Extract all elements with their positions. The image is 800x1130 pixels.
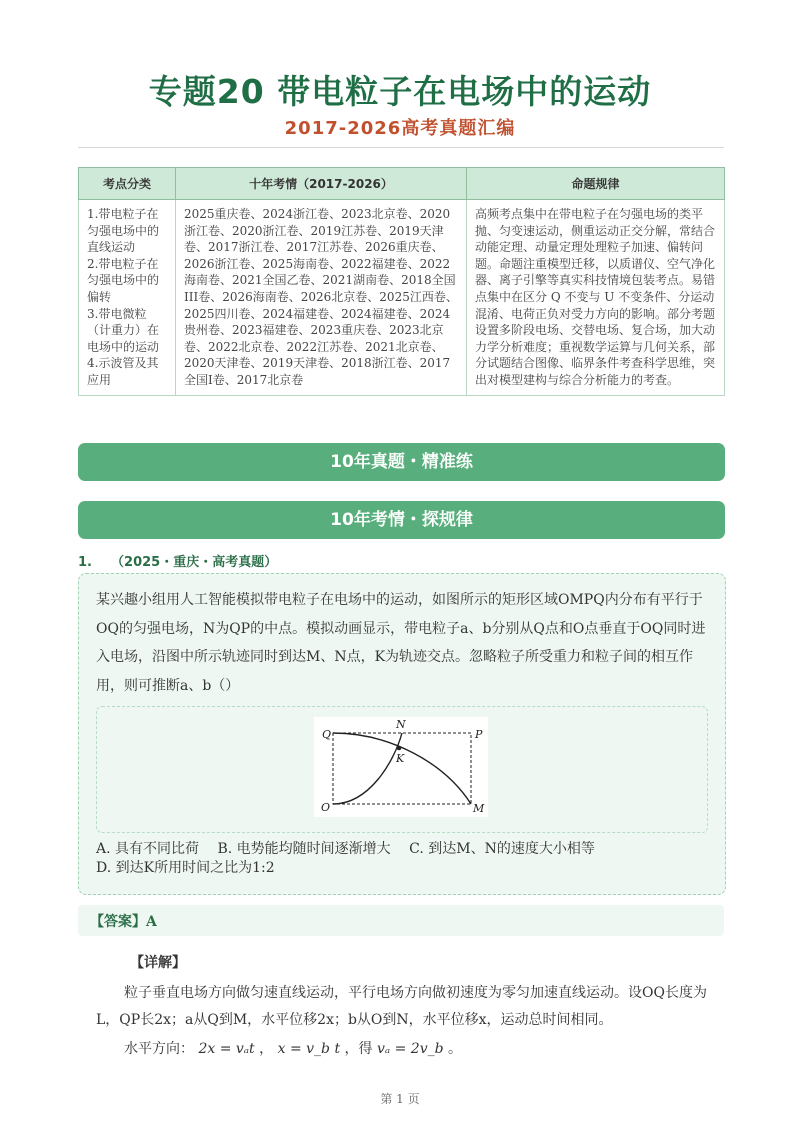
option-d[interactable]: D. 到达K所用时间之比为1:2: [96, 860, 275, 876]
page-number: 第 1 页: [380, 1092, 420, 1106]
answer-label: 【答案】A: [90, 914, 157, 930]
label-p: P: [475, 728, 483, 741]
label-o: O: [321, 801, 331, 814]
eq-sep-2: ，得: [344, 1041, 373, 1057]
options-row-1: [96, 840, 609, 859]
explanation-paragraph-2: [96, 1036, 724, 1063]
explanation-label: 【详解】: [130, 955, 186, 971]
trajectory-figure: [314, 717, 488, 817]
table-header-history: 十年考情（2017-2026）: [176, 168, 467, 200]
question-stem: 某兴趣小组用人工智能模拟带电粒子在电场中的运动，如图所示的矩形区域OMPQ内分布有平行于OQ的匀强电场，N为QP的中点。模拟动画显示，带电粒子a、b分别从Q点和O点垂直于OQ同时进入电场，沿图中所示轨迹同时到达M、N点，K为轨迹交点。忽略粒子所受重力和粒子间的相互作用，则可推断a、b（）: [96, 592, 706, 694]
equation-2: x = v_b t: [277, 1041, 341, 1057]
label-n: N: [396, 718, 406, 731]
explanation-paragraph-1: 粒子垂直电场方向做匀速直线运动，平行电场方向做初速度为零匀加速直线运动。设OQ长度为L，QP长2x；a从Q到M，水平位移2x；b从O到N，水平位移x，运动总时间相同。: [96, 985, 707, 1028]
field-region-rect: [333, 733, 471, 804]
page-title: 专题20 带电粒子在电场中的运动: [148, 72, 652, 111]
equation-3: vₐ = 2v_b: [376, 1041, 444, 1057]
eq-suffix: 。: [448, 1041, 463, 1057]
label-q: Q: [322, 728, 332, 741]
answer-options: [96, 840, 609, 878]
title-divider: [78, 147, 724, 148]
label-m: M: [473, 802, 485, 815]
table-header-topic: 考点分类: [79, 168, 176, 200]
label-k: K: [396, 752, 405, 765]
option-a[interactable]: A. 具有不同比荷: [96, 841, 200, 857]
section-banner-trends: 10年考情・探规律: [78, 501, 725, 539]
table-cell-history: [176, 200, 467, 396]
page-subtitle: 2017-2026高考真题汇编: [284, 118, 516, 139]
option-c[interactable]: C. 到达M、N的速度大小相等: [409, 841, 595, 857]
pattern-text: 高频考点集中在带电粒子在匀强电场的类平抛、匀变速运动，侧重运动正交分解，常结合动能定理、动量定理处理粒子加速、偏转问题。命题注重模型迁移，以质谱仪、空气净化器、离子引擎等真实科技情境包装考点。易错点集中在区分 Q 不变与 U 不变条件、分运动混淆、电荷正负对受力方向的影响。部分考题设置多阶段电场、交替电场、复合场，加大动力学分析难度；重视数学运算与几何关系，部分试题结合图像、临界条件考查科学思维，突出对模型建构与综合分析能力的考查。: [475, 207, 716, 387]
question-source: （2025・重庆・高考真题）: [111, 555, 278, 570]
equation-1: 2x = vₐt: [198, 1041, 255, 1057]
table-header-pattern: 命题规律: [467, 168, 725, 200]
answer-bar: [78, 905, 724, 936]
section-banner-practice: 10年真题・精准练: [78, 443, 725, 481]
eq-sep-1: ，: [259, 1041, 274, 1057]
table-cell-pattern: [467, 200, 725, 396]
option-b[interactable]: B. 电势能均随时间逐渐增大: [217, 841, 391, 857]
trajectory-diagram: [314, 717, 488, 817]
topics-text: 1.带电粒子在匀强电场中的直线运动 2.带电粒子在匀强电场中的偏转 3.带电微粒（计重力）在电场中的运动 4.示波管及其应用: [87, 207, 160, 387]
table-cell-topics: [79, 200, 176, 396]
history-text: 2025重庆卷、2024浙江卷、2023北京卷、2020浙江卷、2020浙江卷、2019江苏卷、2019天津卷、2017浙江卷、2017江苏卷、2026重庆卷、2026浙江卷、2025海南卷、2022福建卷、2022海南卷、2021全国乙卷、2021湖南卷、2018全国III卷、2026海南卷、2026北京卷、2025江西卷、2025四川卷、2024福建卷、2024福建卷、2024贵州卷、2023福建卷、2023重庆卷、2023北京卷、2022北京卷、2022江苏卷、2021北京卷、2020天津卷、2019天津卷、2018浙江卷、2017全国I卷、2017北京卷: [184, 207, 458, 387]
table-header-row: [79, 168, 725, 200]
trajectory-a: [333, 733, 471, 804]
table-row: [79, 200, 725, 396]
exam-overview-table: [78, 167, 725, 396]
question-number: 1.: [78, 555, 92, 570]
options-row-2: [96, 859, 609, 878]
point-k-dot: [397, 746, 402, 751]
question-header: [78, 551, 277, 570]
eq-prefix: 水平方向：: [124, 1041, 194, 1057]
